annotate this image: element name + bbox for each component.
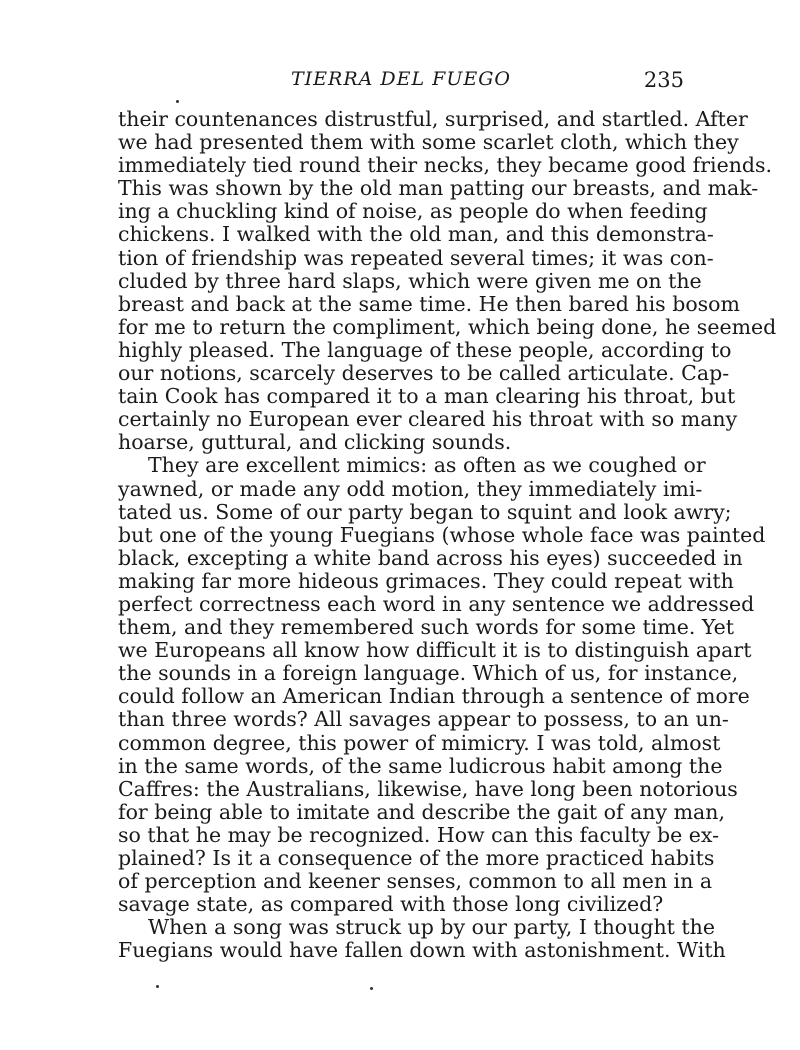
text-line: their countenances distrustful, surprised, and startled. After (118, 107, 748, 131)
text-line: for being able to imitate and describe the gait of any man, (118, 799, 725, 824)
text-line: in the same words, of the same ludicrous habit among the (118, 753, 723, 778)
text-line: we had presented them with some scarlet cloth, which they (118, 130, 739, 155)
text-line: Caffres: the Australians, likewise, have long been notorious (118, 776, 738, 801)
running-head (118, 68, 684, 98)
text-line: plained? Is it a consequence of the more practiced habits (118, 846, 715, 870)
text-line: cluded by three hard slaps, which were given me on the (118, 268, 702, 293)
text-line: for me to return the compliment, which being done, he seemed (118, 314, 777, 339)
text-line: highly pleased. The language of these people, according to (118, 337, 732, 362)
text-line: hoarse, guttural, and clicking sounds. (118, 430, 512, 455)
text-line: They are excellent mimics: as often as we coughed or (148, 453, 706, 478)
text-line: our notions, scarcely deserves to be called articulate. Cap- (118, 361, 730, 386)
text-line: of perception and keener senses, common to all men in a (118, 869, 713, 894)
text-line: tain Cook has compared it to a man clearing his throat, but (118, 384, 736, 409)
page-number: 235 (643, 68, 684, 92)
text-line: making far more hideous grimaces. They could repeat with (118, 568, 734, 593)
text-line: certainly no European ever cleared his throat with so many (118, 407, 738, 432)
text-line: so that he may be recognized. How can this faculty be ex- (118, 822, 720, 847)
print-speck (176, 100, 179, 103)
text-line: yawned, or made any odd motion, they immediately imi- (118, 476, 703, 501)
text-line: common degree, this power of mimicry. I was told, almost (118, 730, 721, 755)
text-line: ing a chuckling kind of noise, as people do when feeding (118, 199, 708, 224)
text-line: we Europeans all know how difficult it is to distinguish apart (118, 638, 752, 663)
text-line: them, and they remembered such words for some time. Yet (118, 615, 735, 640)
text-line: perfect correctness each word in any sentence we addressed (118, 591, 755, 616)
text-line: but one of the young Fuegians (whose whole face was painted (118, 522, 766, 547)
text-line: tated us. Some of our party began to squint and look awry; (118, 499, 732, 524)
text-line: the sounds in a foreign language. Which of us, for instance, (118, 661, 739, 686)
print-speck (370, 987, 373, 990)
running-title: TIERRA DEL FUEGO (291, 68, 511, 90)
text-line: This was shown by the old man patting our breasts, and mak- (118, 176, 759, 201)
body-text (118, 107, 777, 963)
text-line: than three words? All savages appear to possess, to an un- (118, 707, 729, 732)
text-line: black, excepting a white band across his eyes) succeeded in (118, 545, 743, 570)
text-line: breast and back at the same time. He then bared his bosom (118, 291, 740, 316)
text-line: When a song was struck up by our party, I thought the (148, 915, 716, 940)
text-line: tion of friendship was repeated several times; it was con- (118, 245, 714, 270)
text-line: immediately tied round their necks, they became good friends. (118, 153, 773, 178)
text-line: chickens. I walked with the old man, and this demonstra- (118, 222, 714, 247)
text-line: savage state, as compared with those long civilized? (118, 892, 664, 917)
text-line: could follow an American Indian through a sentence of more (118, 684, 750, 709)
print-speck (156, 985, 159, 988)
text-line: Fuegians would have fallen down with astonishment. With (118, 938, 726, 963)
